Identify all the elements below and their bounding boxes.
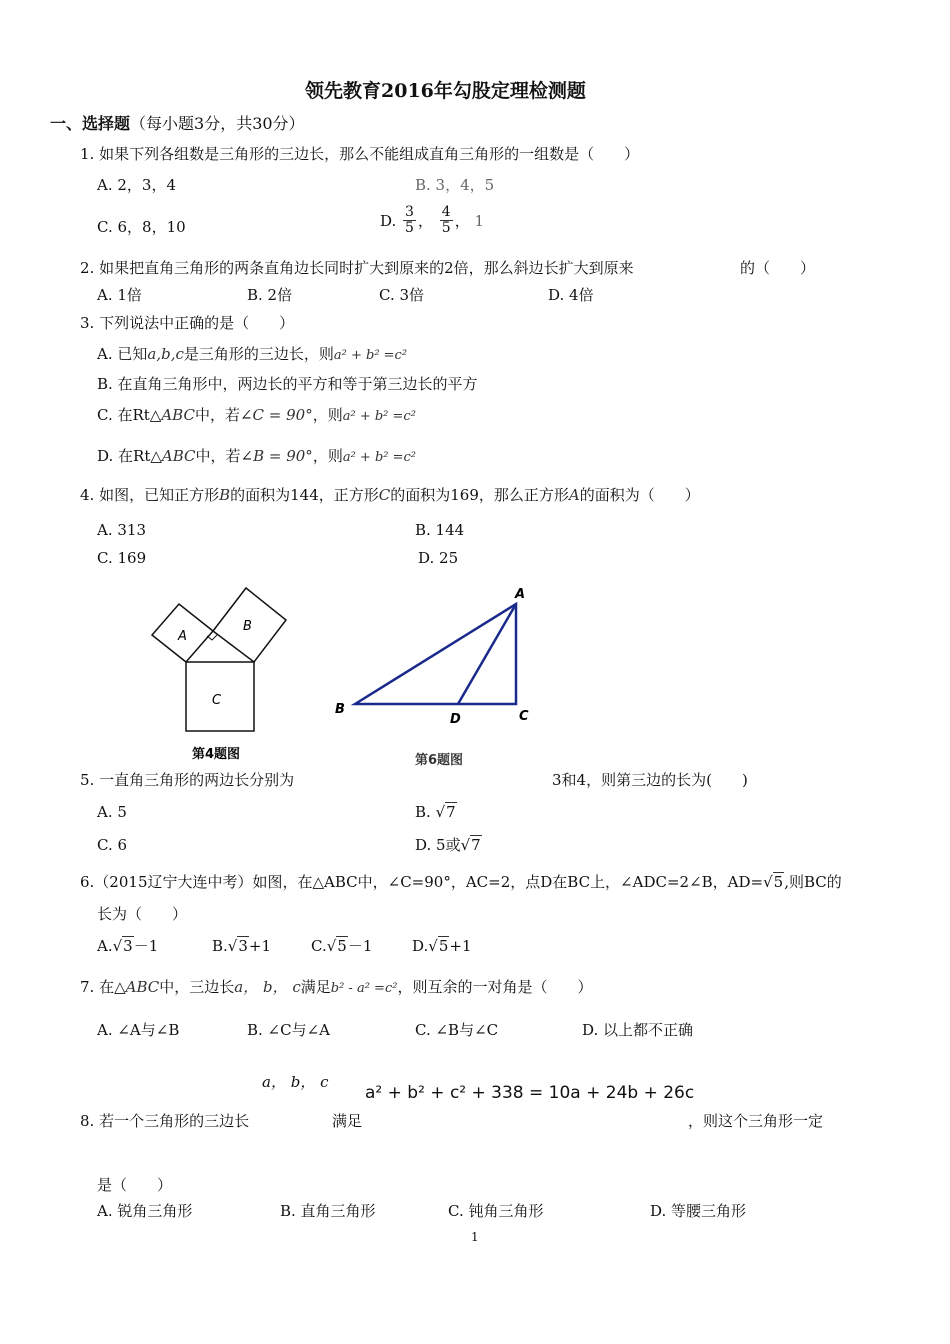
figure-4 [140,580,310,770]
q6-stem-line2: 长为（ ） [97,905,188,923]
q1-d-fraction-2: $\frac{4}{5}$ [441,204,451,237]
q1-d-label: D. [380,211,397,230]
q8-variables: a， b， c [262,1073,329,1091]
segment-ad [458,604,516,704]
q4-option-d: D. 25 [418,549,459,567]
label-c: C [519,709,529,724]
label-c: C [212,693,222,708]
q6-option-b: B.√3+1 [212,937,272,955]
q6-option-d: D.√5+1 [412,937,472,955]
q2-option-b: B. 2倍 [247,286,293,304]
q1-d-last: 1 [474,211,485,230]
q1-stem: 1. 如果下列各组数是三角形的三边长，那么不能组成直角三角形的一组数是（ ） [80,145,640,163]
q6-stem: 6.（2015辽宁大连中考）如图，在△ABC中，∠C=90°，AC=2，点D在BC上，∠ADC=2∠B，AD=√5,则BC的 [80,873,842,891]
q3-option-a: A. 已知a,b,c是三角形的三边长，则a² + b² =c² [97,345,408,363]
q8-option-b: B. 直角三角形 [280,1202,376,1220]
q8-option-a: A. 锐角三角形 [97,1202,193,1220]
q6-option-a: A.√3－1 [97,937,159,955]
q4-option-a: A. 313 [97,521,146,539]
page-number: 1 [471,1230,479,1244]
q7-option-d: D. 以上都不正确 [582,1021,694,1039]
q5-option-a: A. 5 [97,803,127,821]
q4-option-b: B. 144 [415,521,465,539]
q2-option-a: A. 1倍 [97,286,142,304]
label-b: B [335,702,345,717]
section-label: 一、选择题 [50,114,131,133]
page-title: 领先教育2016年勾股定理检测题 [305,80,586,102]
figure-4-caption: 第4题图 [192,747,241,762]
q2-option-d: D. 4倍 [548,286,594,304]
q5-option-b: B. √7 [415,803,456,821]
q5-stem: 5. 一直角三角形的两边长分别为 [80,771,295,789]
q3-option-c: C. 在Rt△ABC中，若∠C = 90°，则a² + b² =c² [97,406,416,424]
q7-option-b: B. ∠C与∠A [247,1021,331,1039]
section-note: （每小题3分，共30分） [130,114,305,133]
q8-equation: a² + b² + c² + 338 = 10a + 24b + 26c [365,1083,695,1103]
label-d: D [450,712,461,727]
q7-stem: 7. 在△ABC中，三边长a， b， c满足b² - a² =c²，则互余的一对角是（ ） [80,978,593,996]
q5-stem-tail: 3和4，则第三边的长为( ) [552,771,748,789]
triangle-abc [355,604,516,704]
q3-option-b: B. 在直角三角形中，两边长的平方和等于第三边长的平方 [97,375,478,393]
q5-option-d: D. 5或√7 [415,836,481,854]
q4-option-c: C. 169 [97,549,147,567]
q8-stem-part1: 8. 若一个三角形的三边长 [80,1112,250,1130]
q5-option-c: C. 6 [97,836,128,854]
q1-d-fraction-1: $\frac{3}{5}$ [405,204,414,237]
q8-stem-part2: 满足 [332,1112,363,1130]
label-a: A [178,629,187,644]
q1-option-c: C. 6，8，10 [97,218,186,236]
q8-option-c: C. 钝角三角形 [448,1202,544,1220]
q8-stem-part3: ，则这个三角形一定 [688,1112,824,1130]
q2-stem-tail: 的（ ） [740,259,816,277]
label-a: A [515,587,526,602]
q1-option-a: A. 2，3，4 [97,176,176,194]
q4-stem: 4. 如图，已知正方形B的面积为144，正方形C的面积为169，那么正方形A的面积为（ ） [80,486,700,504]
figure-6 [325,580,540,770]
q8-stem-line2: 是（ ） [97,1176,173,1194]
q7-option-a: A. ∠A与∠B [97,1021,180,1039]
figure-6-caption: 第6题图 [415,753,464,768]
q1-option-b: B. 3，4，5 [415,176,495,194]
section-heading [50,114,305,133]
q7-option-c: C. ∠B与∠C [415,1021,499,1039]
q2-stem: 2. 如果把直角三角形的两条直角边长同时扩大到原来的2倍，那么斜边长扩大到原来 [80,259,634,277]
q2-option-c: C. 3倍 [379,286,425,304]
label-b: B [243,619,252,634]
q8-option-d: D. 等腰三角形 [650,1202,747,1220]
q1-option-d: D. $\frac{3}{5}$ ， $\frac{4}{5}$ ， 1 [380,204,485,237]
q3-option-d: D. 在Rt△ABC中，若∠B = 90°，则a² + b² =c² [97,447,416,465]
q6-option-c: C.√5－1 [311,937,373,955]
q3-stem: 3. 下列说法中正确的是（ ） [80,314,295,332]
